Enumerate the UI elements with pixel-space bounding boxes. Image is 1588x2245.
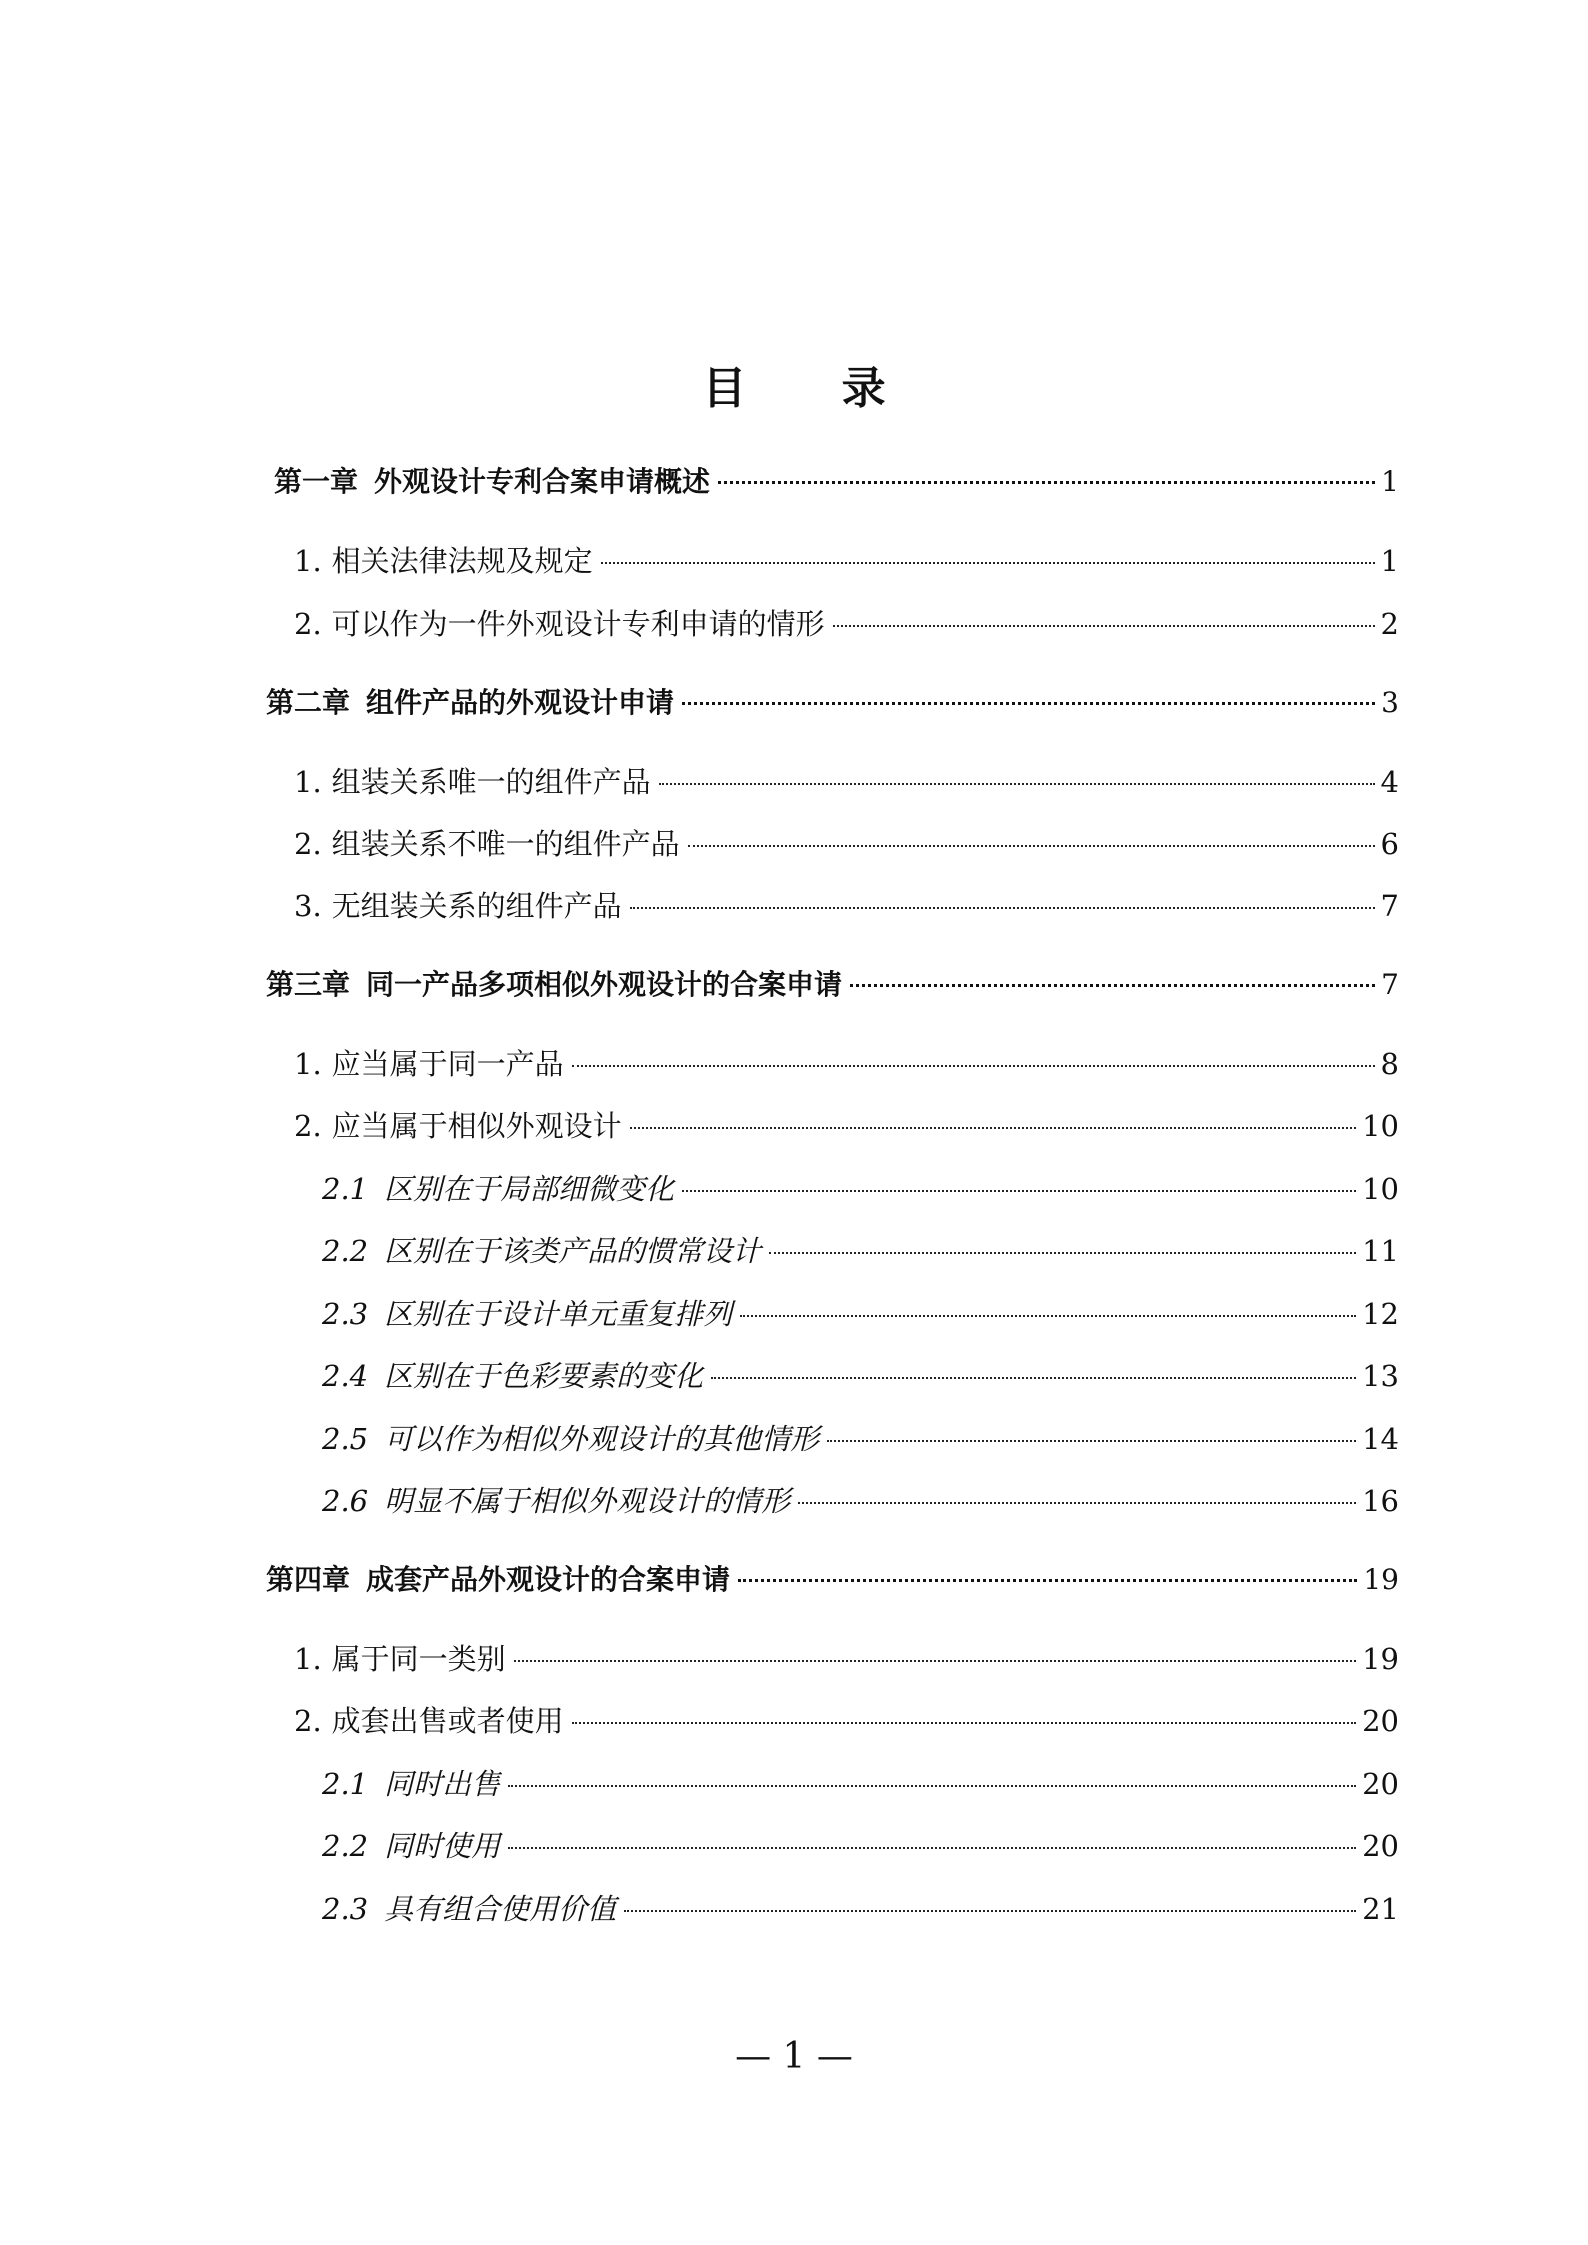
toc-entry-chapter-4[interactable] [266,1560,1399,1600]
toc-entry-page: 20 [1362,1704,1399,1738]
toc-entry-number: 2. [294,607,322,641]
toc-entry-label: 属于同一类别 [331,1642,506,1676]
toc-entry-label: 具有组合使用价值 [384,1892,617,1926]
dot-leader [572,1065,1375,1067]
toc-entry-number: 2.6 [322,1484,369,1518]
toc-entry-number: 2. [294,1109,322,1143]
toc-entry-number: 1. [294,1047,322,1081]
dot-leader [601,562,1375,564]
toc-entry-label: 可以作为一件外观设计专利申请的情形 [331,607,825,641]
dot-leader [682,1190,1356,1192]
toc-entry-label: 同时使用 [384,1829,501,1863]
toc-entry-page: 4 [1380,765,1399,799]
toc-entry-page: 19 [1362,1642,1399,1676]
toc-entry-section-2-2[interactable] [294,824,1399,864]
toc-entry-section-3-1[interactable] [294,1044,1399,1084]
toc-entry-number: 1. [294,1642,322,1676]
dot-leader [718,481,1375,484]
toc-entry-section-3-2[interactable] [294,1106,1399,1146]
toc-entry-number: 1. [294,544,322,578]
toc-entry-section-4-2[interactable] [294,1701,1399,1741]
dot-leader [508,1847,1356,1849]
dot-leader [711,1377,1356,1379]
toc-entry-page: 2 [1380,607,1399,641]
toc-entry-label: 区别在于色彩要素的变化 [384,1359,704,1393]
toc-entry-subsection-3-2-5[interactable] [322,1419,1399,1459]
toc-entry-chapter-3[interactable] [266,965,1399,1005]
toc-entry-label: 明显不属于相似外观设计的情形 [384,1484,791,1518]
toc-entry-number: 2.4 [322,1359,369,1393]
toc-entry-label: 区别在于设计单元重复排列 [384,1297,733,1331]
toc-entry-page: 6 [1380,827,1399,861]
dot-leader [850,984,1375,987]
toc-entry-number: 2. [294,1704,322,1738]
dot-leader [798,1502,1356,1504]
dot-leader [514,1660,1356,1662]
toc-entry-page: 11 [1362,1234,1399,1268]
toc-entry-page: 7 [1381,968,1399,1001]
dot-leader [769,1252,1356,1254]
toc-entry-number: 2.2 [322,1234,369,1268]
dot-leader [682,702,1375,705]
toc-title: 目 录 [702,363,926,414]
toc-entry-page: 21 [1362,1892,1399,1926]
toc-entry-section-1-2[interactable] [294,604,1399,644]
toc-entry-label: 组装关系不唯一的组件产品 [331,827,680,861]
dot-leader [624,1910,1356,1912]
toc-entry-page: 1 [1381,465,1399,498]
toc-entry-page: 12 [1362,1297,1399,1331]
toc-entry-label: 可以作为相似外观设计的其他情形 [384,1422,820,1456]
toc-entry-number: 2.5 [322,1422,369,1456]
toc-entry-chapter-1[interactable] [274,462,1399,502]
toc-entry-subsection-3-2-4[interactable] [322,1356,1399,1396]
toc-entry-page: 19 [1363,1563,1399,1596]
toc-entry-page: 20 [1362,1829,1399,1863]
toc-entry-number: 2.1 [322,1172,369,1206]
toc-entry-label: 同时出售 [384,1767,501,1801]
toc-entry-subsection-3-2-3[interactable] [322,1294,1399,1334]
toc-entry-page: 20 [1362,1767,1399,1801]
dot-leader [833,625,1375,627]
toc-entry-section-1-1[interactable] [294,541,1399,581]
toc-entry-label: 成套出售或者使用 [331,1704,564,1738]
toc-entry-number: 第一章 [274,465,359,498]
toc-entry-page: 13 [1362,1359,1399,1393]
dot-leader [630,907,1375,909]
toc-entry-label: 无组装关系的组件产品 [331,889,622,923]
toc-entry-label: 区别在于局部细微变化 [384,1172,675,1206]
toc-entry-section-2-1[interactable] [294,762,1399,802]
toc-entry-subsection-3-2-6[interactable] [322,1481,1399,1521]
toc-entry-chapter-2[interactable] [266,683,1399,723]
toc-entry-number: 2.3 [322,1892,369,1926]
toc-entry-label: 成套产品外观设计的合案申请 [366,1563,731,1596]
toc-entry-page: 3 [1381,686,1399,719]
toc-entry-subsection-3-2-1[interactable] [322,1169,1399,1209]
dot-leader [688,845,1375,847]
toc-entry-label: 组装关系唯一的组件产品 [331,765,651,799]
dot-leader [740,1315,1356,1317]
toc-entry-page: 8 [1380,1047,1399,1081]
toc-entry-number: 1. [294,765,322,799]
toc-entry-number: 3. [294,889,322,923]
toc-entry-number: 第三章 [266,968,351,1001]
toc-entry-section-2-3[interactable] [294,886,1399,926]
toc-entry-page: 16 [1362,1484,1399,1518]
dot-leader [572,1722,1356,1724]
toc-entry-label: 应当属于相似外观设计 [331,1109,622,1143]
toc-entry-section-4-1[interactable] [294,1639,1399,1679]
toc-entry-subsection-3-2-2[interactable] [322,1231,1399,1271]
toc-entry-number: 2.1 [322,1767,369,1801]
toc-entry-label: 应当属于同一产品 [331,1047,564,1081]
toc-entry-page: 14 [1362,1422,1399,1456]
dot-leader [738,1579,1357,1582]
toc-entry-number: 2.3 [322,1297,369,1331]
toc-entry-label: 同一产品多项相似外观设计的合案申请 [366,968,843,1001]
dot-leader [508,1785,1356,1787]
toc-entry-page: 7 [1380,889,1399,923]
toc-entry-page: 10 [1362,1109,1399,1143]
dot-leader [827,1440,1356,1442]
toc-entry-number: 2. [294,827,322,861]
toc-entry-label: 区别在于该类产品的惯常设计 [384,1234,762,1268]
toc-entry-label: 组件产品的外观设计申请 [366,686,675,719]
dot-leader [630,1127,1356,1129]
toc-entry-subsection-4-2-1[interactable] [322,1764,1399,1804]
toc-entry-page: 1 [1380,544,1399,578]
page-number-footer: — 1 — [735,2036,853,2077]
toc-entry-number: 第二章 [266,686,351,719]
toc-entry-subsection-4-2-2[interactable] [322,1826,1399,1866]
toc-entry-number: 第四章 [266,1563,351,1596]
toc-entry-label: 相关法律法规及规定 [331,544,593,578]
toc-entry-page: 10 [1362,1172,1399,1206]
dot-leader [659,783,1375,785]
toc-entry-number: 2.2 [322,1829,369,1863]
toc-entry-subsection-4-2-3[interactable] [322,1889,1399,1929]
toc-entry-label: 外观设计专利合案申请概述 [374,465,711,498]
